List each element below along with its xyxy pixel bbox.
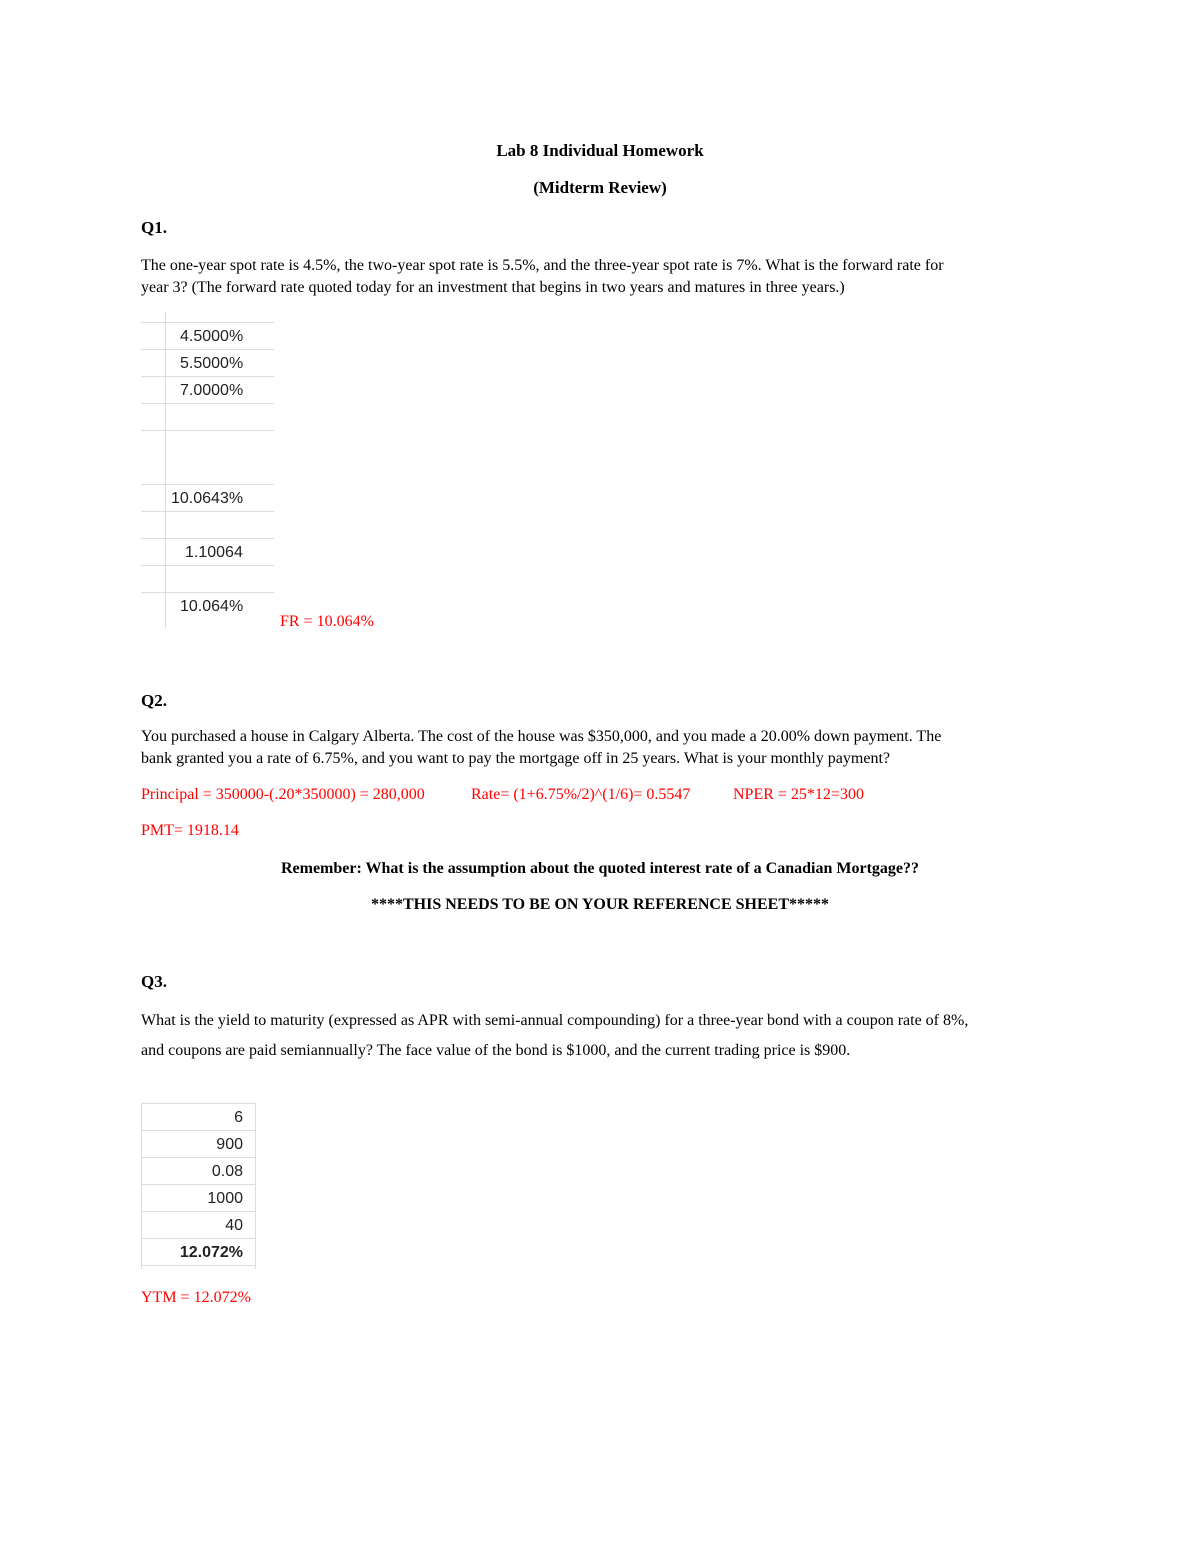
q2-work-nper: NPER = 25*12=300: [733, 786, 864, 803]
q2-work-rate: Rate= (1+6.75%/2)^(1/6)= 0.5547: [471, 786, 691, 803]
q3-sheet-gridline: [255, 1103, 256, 1269]
page-subtitle: (Midterm Review): [533, 178, 667, 197]
q3-answer: YTM = 12.072%: [141, 1289, 251, 1306]
q2-pmt-answer: PMT= 1918.14: [141, 822, 239, 839]
q1-answer: FR = 10.064%: [280, 613, 374, 630]
q3-heading: Q3.: [141, 972, 167, 991]
q3-sheet-cell-coupon-rate: 0.08: [141, 1158, 255, 1185]
q1-sheet-empty-row: [141, 404, 274, 431]
q3-sheet-cell-face-value: 1000: [141, 1185, 255, 1212]
q3-sheet-cell-price: 900: [141, 1131, 255, 1158]
q1-sheet-cell-spot3: 7.0000%: [141, 377, 274, 404]
q1-sheet-cell-factor: 1.10064: [141, 539, 274, 566]
page-title: Lab 8 Individual Homework: [496, 141, 704, 160]
q2-remember-note: Remember: What is the assumption about the quoted interest rate of a Canadian Mortgage??: [280, 860, 920, 877]
q1-sheet-cell-result: 10.0643%: [141, 485, 274, 512]
q2-reference-note: ****THIS NEEDS TO BE ON YOUR REFERENCE SHEET*****: [370, 896, 830, 913]
q1-sheet-empty-row: [141, 296, 274, 323]
q2-heading: Q2.: [141, 691, 167, 710]
q3-sheet-cell-ytm: 12.072%: [141, 1239, 255, 1266]
q3-question-line2: and coupons are paid semiannually? The face value of the bond is $1000, and the current trading price is $900.: [141, 1042, 851, 1059]
q1-sheet-empty-row: [141, 566, 274, 593]
q1-sheet-empty-row: [141, 431, 274, 485]
q1-question-line2: year 3? (The forward rate quoted today for an investment that begins in two years and matures in three years.): [141, 279, 845, 296]
q1-question-line1: The one-year spot rate is 4.5%, the two-year spot rate is 5.5%, and the three-year spot rate is 7%. What is the forward rate for: [141, 257, 944, 274]
q1-sheet-cell-spot1: 4.5000%: [141, 323, 274, 350]
q2-question-line1: You purchased a house in Calgary Alberta. The cost of the house was $350,000, and you made a 20.00% down payment. The: [141, 728, 942, 745]
q1-heading: Q1.: [141, 218, 167, 237]
q2-work-principal: Principal = 350000-(.20*350000) = 280,000: [141, 786, 425, 803]
q1-sheet-cell-spot2: 5.5000%: [141, 350, 274, 377]
q1-sheet-cell-final: 10.064%: [180, 598, 244, 615]
q3-question-line1: What is the yield to maturity (expressed as APR with semi-annual compounding) for a three-year bond with a coupon rate of 8%,: [141, 1012, 969, 1029]
q3-sheet-cell-coupon: 40: [141, 1212, 255, 1239]
q1-sheet-empty-row: [141, 512, 274, 539]
q2-question-line2: bank granted you a rate of 6.75%, and you want to pay the mortgage off in 25 years. What is your monthly payment?: [141, 750, 890, 767]
q3-sheet-cell-nper: 6: [141, 1104, 255, 1131]
